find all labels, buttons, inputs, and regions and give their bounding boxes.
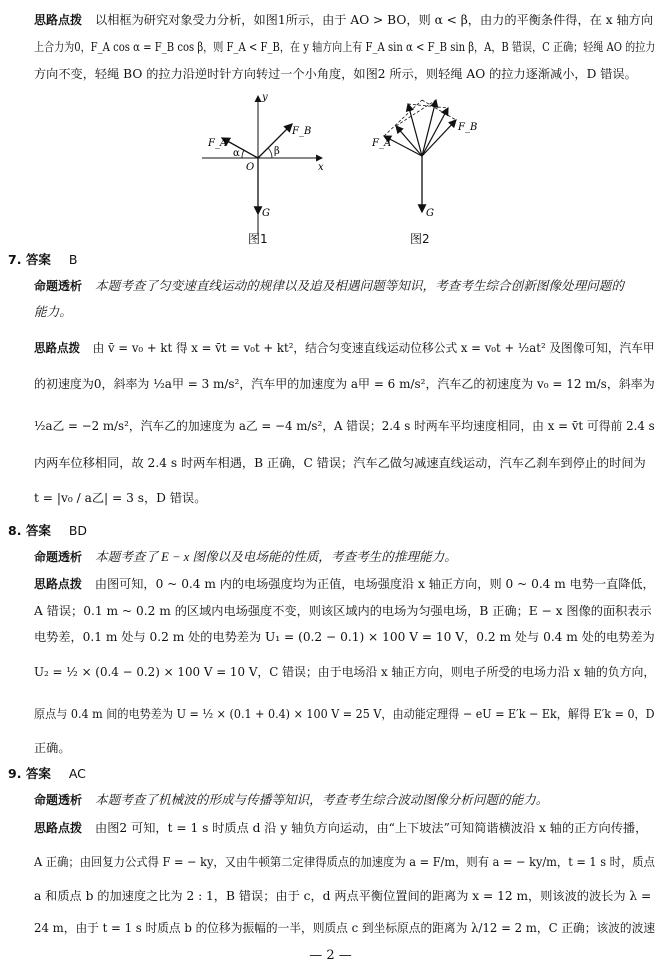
fa-label: F_A: [208, 138, 228, 149]
q9-hint-line-2: A 正确；由回复力公式得 F = − ky，又由牛顿第二定律得质点的加速度为 a = F/m，则有 a = − ky/m，t = 1 s 时，质点: [34, 855, 655, 869]
intro-line-1: 思路点拨 以相框为研究对象受力分析，如图1所示，由于 AO > BO，则 α < β，由力的平衡条件得，在 x 轴方向: [34, 13, 654, 27]
q8-hint-line-5: 原点与 0.4 m 间的电势差为 U = ½ × (0.1 + 0.4) × 100 V = 25 V，由动能定理得 − eU = E′k − Ek，解得 E′k = 0，D: [34, 707, 655, 721]
q8-analysis-line-1: 命题透析 本题考查了 E − x 图像以及电场能的性质，考查考生的推理能力。: [34, 550, 457, 564]
intro-line-2: 上合力为0，F_A cos α = F_B cos β，则 F_A < F_B，在 y 轴方向上有 F_A sin α < F_B sin β，A，B 错误，C 正确；轻绳 AO 的拉力: [34, 40, 656, 54]
figure-2-caption: 图2: [410, 232, 430, 246]
q8-hint-line-4: U₂ = ½ × (0.4 − 0.2) × 100 V = 10 V，C 错误；由于电场沿 x 轴正方向，则电子所受的电场力沿 x 轴的负方向，: [34, 665, 656, 679]
q8-hint-line-2: A 错误；0.1 m ~ 0.2 m 的区域内电场强度不变，则该区域内的电场为匀强电场，B 正确；E − x 图像的面积表示: [34, 604, 652, 618]
intro-line-3: 方向不变，轻绳 BO 的拉力沿逆时针方向转过一个小角度，如图2 所示，则轻绳 AO 的拉力逐渐减小，D 错误。: [34, 67, 637, 81]
q7-hint-line-4: 内两车位移相同，故 2.4 s 时两车相遇，B 正确，C 错误；汽车乙做匀减速直线运动，汽车乙刹车到停止的时间为: [34, 456, 646, 470]
page-number: — 2 —: [309, 948, 352, 963]
force-diagram-1: [200, 86, 340, 246]
q8-hint-line-1: 思路点拨 由图可知，0 ~ 0.4 m 内的电场强度均为正值，电场强度沿 x 轴正方向，则 0 ~ 0.4 m 电势一直降低，: [34, 577, 655, 591]
q9-hint-line-4: 24 m，由于 t = 1 s 时质点 b 的位移为振幅的一半，则质点 c 到坐标原点的距离为 λ/12 = 2 m，C 正确；该波的波速: [34, 921, 656, 935]
q7-answer-value: B: [68, 252, 78, 267]
q8-hint-line-6: 正确。: [34, 741, 71, 755]
q7-hint-line-1: 思路点拨 由 v̄ = v₀ + kt 得 x = v̄t = v₀t + kt²，结合匀变速直线运动位移公式 x = v₀t + ½at² 及图像可知，汽车甲: [34, 341, 655, 355]
q8-answer-value: BD: [68, 523, 88, 538]
x-label: x: [318, 162, 324, 173]
fa-label-2: F_A: [372, 138, 392, 149]
q9-answer-value: AC: [68, 766, 86, 781]
alpha-label: α: [233, 148, 240, 159]
q9-hint-line-3: a 和质点 b 的加速度之比为 2 : 1，B 错误；由于 c，d 两点平衡位置间的距离为 x = 12 m，则该波的波长为 λ =: [34, 889, 652, 903]
figure-1-caption: 图1: [248, 232, 268, 246]
beta-label: β: [274, 146, 280, 157]
q7-hint-line-5: t = |v₀ / a乙| = 3 s，D 错误。: [34, 491, 207, 505]
q7-hint-line-2: 的初速度为0，斜率为 ½a甲 = 3 m/s²，汽车甲的加速度为 a甲 = 6 m/s²，汽车乙的初速度为 v₀ = 12 m/s，斜率为: [34, 377, 655, 391]
q9-answer-line: 9. 答案 AC: [8, 766, 86, 781]
triangle-dashed-4: [422, 100, 456, 120]
q9-analysis-line-1: 命题透析 本题考查了机械波的形成与传播等知识，考查考生综合波动图像分析问题的能力。: [34, 793, 549, 807]
triangle-dashed: [384, 100, 422, 136]
origin-label: O: [246, 162, 255, 173]
fb-label-2: F_B: [458, 122, 478, 133]
q9-hint-line-1: 思路点拨 由图2 可知，t = 1 s 时质点 d 沿 y 轴负方向运动，由“上下坡法”可知简谐横波沿 x 轴的正方向传播，: [34, 821, 648, 835]
q7-analysis-line-1: 命题透析 本题考查了匀变速直线运动的规律以及追及相遇问题等知识，考查考生综合创新图像处理问题的: [34, 279, 624, 293]
q8-hint-line-3: 电势差，0.1 m 处与 0.2 m 处的电势差为 U₁ = (0.2 − 0.1) × 100 V = 10 V，0.2 m 处与 0.4 m 处的电势差为: [34, 630, 655, 644]
q7-hint-line-3: ½a乙 = −2 m/s²，汽车乙的加速度为 a乙 = −4 m/s²，A 错误；2.4 s 时两车平均速度相同，由 x = v̄t 可得前 2.4 s: [34, 419, 655, 433]
g-label: G: [262, 208, 270, 219]
fb-label: F_B: [292, 126, 312, 137]
force-diagram-2: [370, 86, 480, 246]
q7-analysis-line-2: 能力。: [34, 305, 72, 319]
q8-answer-line: 8. 答案 BD: [8, 523, 88, 538]
g-label-2: G: [426, 208, 434, 219]
fb-arrow-2c: [422, 100, 436, 156]
y-label: y: [262, 92, 268, 103]
force-fa-arrow: [222, 138, 258, 158]
hint-label: 思路点拨: [34, 13, 83, 27]
q7-answer-line: 7. 答案 B: [8, 252, 78, 267]
